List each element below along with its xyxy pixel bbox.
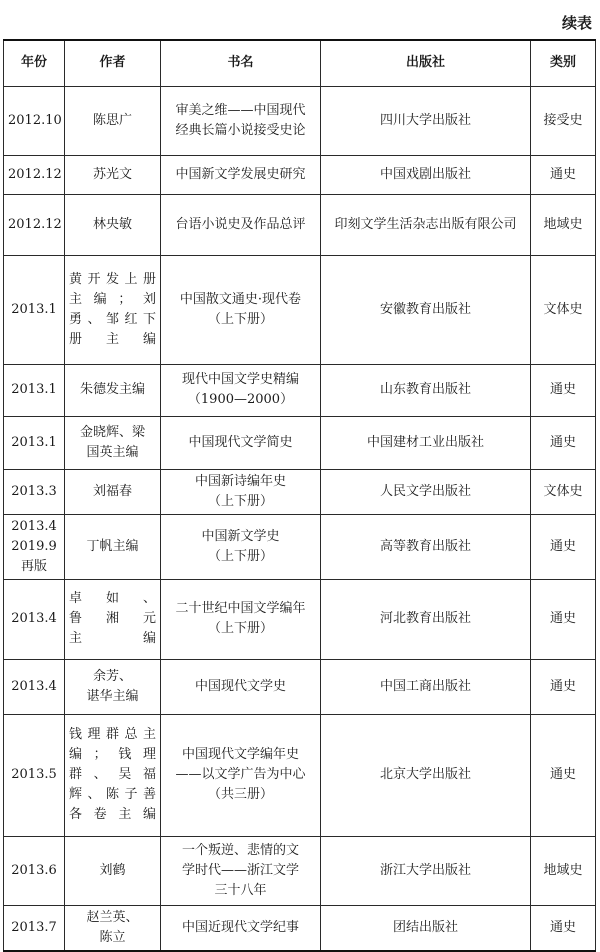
year-cell: [4, 86, 65, 155]
title-cell-line: ——以文学广告为中心: [175, 767, 306, 782]
publisher-cell: 四川大学出版社: [321, 86, 531, 155]
year-cell-line: 2013.7: [11, 919, 57, 935]
title-cell-line: （上下册）: [207, 493, 273, 509]
year-cell-line: 2019.9: [11, 538, 57, 554]
title-cell-line: （上下册）: [207, 311, 273, 327]
title-cell-line: 中国现代文学编年史: [181, 747, 299, 762]
header-year: 年份: [4, 40, 65, 86]
year-cell: [4, 905, 65, 951]
title-cell-line: 中国散文通史·现代卷: [179, 291, 302, 307]
category-cell: 通史: [531, 364, 596, 416]
title-cell-line: （1900—2000）: [187, 392, 294, 407]
category-cell: 接受史: [531, 86, 596, 155]
title-cell-line: 三十八年: [214, 882, 267, 898]
table-row: [4, 364, 596, 416]
title-cell-line: 现代中国文学史精编: [181, 372, 299, 387]
title-cell-line: 台语小说史及作品总评: [175, 216, 306, 232]
year-cell-line: 2013.1: [11, 382, 57, 397]
year-cell: [4, 579, 65, 659]
year-cell: [4, 364, 65, 416]
author-cell: [65, 86, 161, 155]
year-cell-line: 2013.1: [11, 301, 57, 317]
publisher-cell: 中国戏剧出版社: [321, 155, 531, 194]
author-cell-line: 鲁湘元: [69, 611, 156, 626]
author-cell-line: 卓如、: [69, 591, 156, 606]
category-cell: 通史: [531, 659, 596, 714]
year-cell: [4, 194, 65, 255]
year-cell-line: 2013.4: [11, 678, 57, 694]
year-cell: [4, 255, 65, 364]
author-cell: [65, 469, 161, 514]
author-cell: [65, 194, 161, 255]
table-row: [4, 469, 596, 514]
title-cell: [161, 364, 321, 416]
year-cell: [4, 469, 65, 514]
table-row: [4, 836, 596, 905]
table-row: [4, 659, 596, 714]
year-cell: [4, 836, 65, 905]
header-author: 作者: [65, 40, 161, 86]
publisher-cell: 浙江大学出版社: [321, 836, 531, 905]
category-cell: 地域史: [531, 836, 596, 905]
year-cell: [4, 416, 65, 469]
author-cell-line: 主编；刘: [69, 291, 156, 307]
title-cell-line: 经典长篇小说接受史论: [175, 122, 306, 138]
title-cell: [161, 659, 321, 714]
author-cell-line: 余芳、: [92, 668, 132, 684]
author-cell-line: 陈立: [99, 929, 126, 945]
year-cell: [4, 155, 65, 194]
header-publisher: 出版社: [321, 40, 531, 86]
author-cell-line: 册主编: [69, 331, 156, 347]
category-cell: 通史: [531, 905, 596, 951]
title-cell: [161, 155, 321, 194]
author-cell-line: 赵兰英、: [86, 909, 139, 925]
title-cell: [161, 469, 321, 514]
title-cell-line: 中国现代文学史: [194, 678, 286, 694]
author-cell: [65, 416, 161, 469]
title-cell-line: （共三册）: [207, 787, 273, 802]
author-cell: [65, 836, 161, 905]
table-row: [4, 155, 596, 194]
title-cell: [161, 86, 321, 155]
author-cell: [65, 714, 161, 836]
category-cell: 通史: [531, 714, 596, 836]
author-cell-line: 勇、邹红下: [69, 311, 156, 327]
table-row: [4, 194, 596, 255]
book-table: [3, 39, 596, 952]
category-cell: 地域史: [531, 194, 596, 255]
year-cell-line: 2013.3: [11, 483, 57, 499]
title-cell: [161, 836, 321, 905]
author-cell-line: 黄开发上册: [69, 271, 156, 287]
author-cell: [65, 255, 161, 364]
publisher-cell: 河北教育出版社: [321, 579, 531, 659]
table-row: [4, 905, 596, 951]
title-cell-line: 学时代——浙江文学: [181, 862, 299, 878]
author-cell-line: 钱理群总主: [69, 727, 156, 742]
author-cell-line: 主编: [69, 631, 156, 646]
title-cell-line: 中国现代文学简史: [188, 434, 293, 450]
author-cell-line: 苏光文: [92, 166, 132, 182]
title-cell-line: 中国近现代文学纪事: [181, 919, 299, 935]
year-cell-line: 2013.4: [11, 518, 57, 534]
category-cell: 文体史: [531, 469, 596, 514]
continued-label: 续表: [561, 14, 592, 32]
header-category: 类别: [531, 40, 596, 86]
title-cell: [161, 905, 321, 951]
category-cell: 通史: [531, 579, 596, 659]
publisher-cell: 中国建材工业出版社: [321, 416, 531, 469]
publisher-cell: 高等教育出版社: [321, 514, 531, 579]
title-cell-line: 中国新诗编年史: [194, 473, 286, 489]
title-cell-line: （上下册）: [207, 548, 273, 564]
author-cell-line: 国英主编: [86, 444, 139, 460]
title-cell-line: 中国新文学史: [201, 528, 280, 544]
author-cell: [65, 155, 161, 194]
author-cell-line: 金晓辉、梁: [79, 424, 145, 440]
table-row: [4, 579, 596, 659]
title-cell: [161, 514, 321, 579]
year-cell: [4, 514, 65, 579]
category-cell: 通史: [531, 416, 596, 469]
author-cell-line: 各卷主编: [69, 807, 156, 822]
publisher-cell: 山东教育出版社: [321, 364, 531, 416]
author-cell-line: 谌华主编: [86, 688, 139, 704]
year-cell-line: 再版: [20, 558, 47, 574]
category-cell: 通史: [531, 514, 596, 579]
author-cell-line: 朱德发主编: [79, 382, 145, 397]
table-row: [4, 416, 596, 469]
author-cell-line: 刘鹤: [99, 862, 126, 878]
year-cell-line: 2013.5: [11, 767, 57, 782]
title-cell-line: （上下册）: [207, 621, 273, 636]
author-cell-line: 刘福春: [92, 483, 132, 499]
year-cell-line: 2012.12: [8, 216, 62, 232]
title-cell-line: 中国新文学发展史研究: [175, 166, 306, 182]
header-row: [4, 40, 596, 86]
author-cell-line: 群、吴福: [69, 767, 156, 782]
title-cell: [161, 194, 321, 255]
author-cell-line: 陈思广: [92, 112, 132, 128]
year-cell: [4, 659, 65, 714]
year-cell-line: 2013.6: [11, 862, 57, 878]
year-cell-line: 2013.4: [11, 611, 57, 626]
table-row: [4, 86, 596, 155]
publisher-cell: 安徽教育出版社: [321, 255, 531, 364]
title-cell-line: 二十世纪中国文学编年: [175, 601, 306, 616]
category-cell: 通史: [531, 155, 596, 194]
title-cell: [161, 714, 321, 836]
year-cell: [4, 714, 65, 836]
author-cell-line: 丁帆主编: [86, 538, 139, 554]
title-cell-line: 审美之维——中国现代: [175, 102, 306, 118]
table-row: [4, 255, 596, 364]
year-cell-line: 2012.12: [8, 166, 62, 182]
publisher-cell: 中国工商出版社: [321, 659, 531, 714]
author-cell: [65, 514, 161, 579]
table-row: [4, 714, 596, 836]
publisher-cell: 团结出版社: [321, 905, 531, 951]
title-cell: [161, 579, 321, 659]
author-cell: [65, 659, 161, 714]
author-cell: [65, 579, 161, 659]
publisher-cell: 人民文学出版社: [321, 469, 531, 514]
author-cell: [65, 905, 161, 951]
author-cell: [65, 364, 161, 416]
header-title: 书名: [161, 40, 321, 86]
category-cell: 文体史: [531, 255, 596, 364]
table-row: [4, 514, 596, 579]
year-cell-line: 2012.10: [8, 112, 62, 128]
author-cell-line: 辉、陈子善: [69, 787, 156, 802]
publisher-cell: 北京大学出版社: [321, 714, 531, 836]
author-cell-line: 编；钱理: [69, 747, 156, 762]
title-cell: [161, 416, 321, 469]
title-cell-line: 一个叛逆、悲情的文: [181, 842, 299, 858]
publisher-cell: 印刻文学生活杂志出版有限公司: [321, 194, 531, 255]
title-cell: [161, 255, 321, 364]
author-cell-line: 林央敏: [92, 216, 132, 232]
year-cell-line: 2013.1: [11, 434, 57, 450]
